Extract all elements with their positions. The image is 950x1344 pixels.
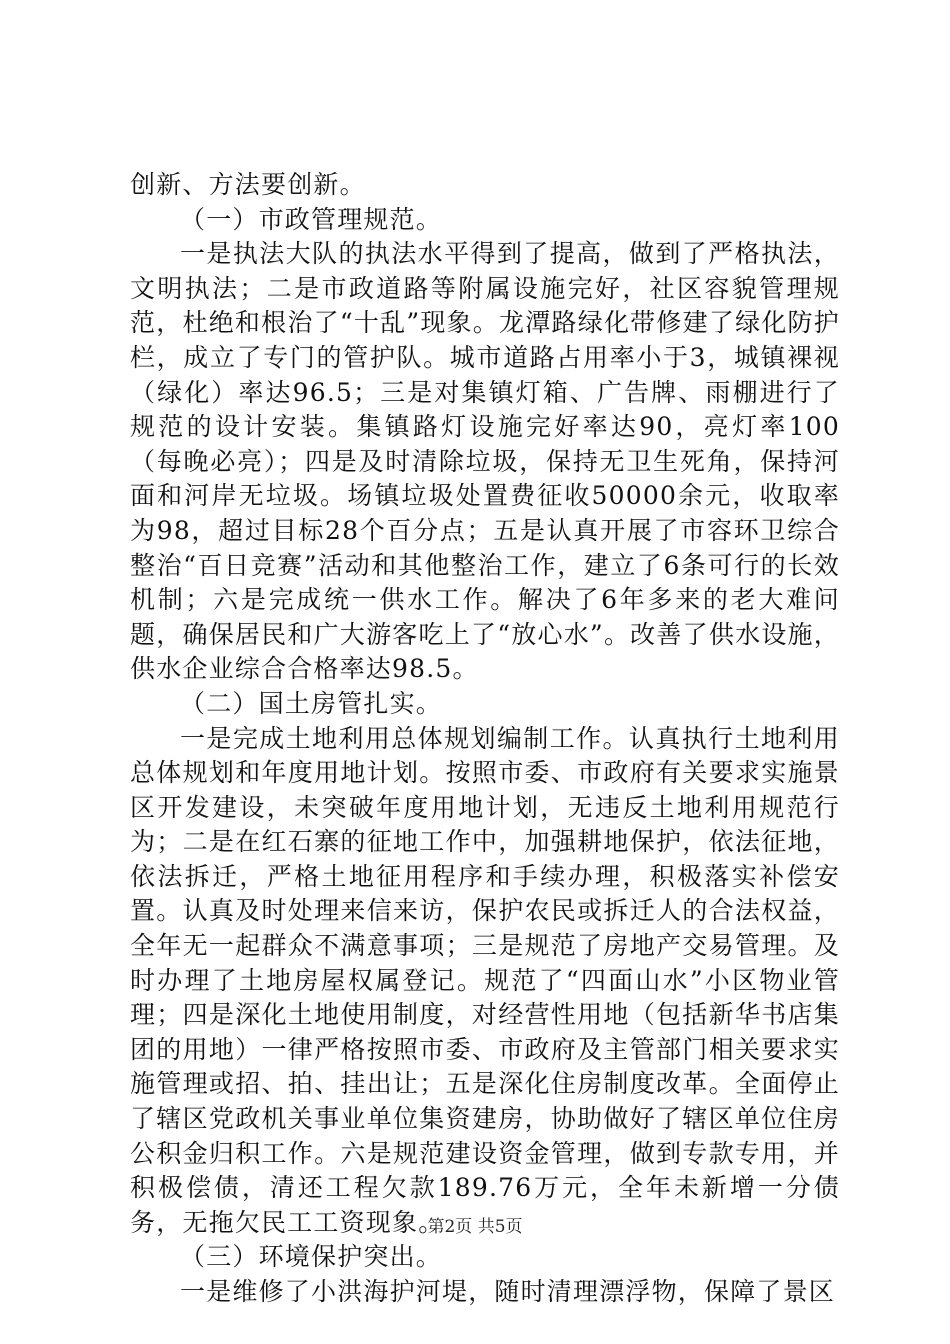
section-heading-municipal: （一）市政管理规范。 (180, 204, 443, 234)
paragraph-environment: 一是维修了小洪海护河堤，随时清理漂浮物，保障了景区 (180, 1277, 836, 1306)
section-heading-environment: （三）环境保护突出。 (180, 1242, 443, 1272)
document-body (130, 168, 840, 1310)
paragraph-land: 一是完成土地利用总体规划编制工作。认真执行土地利用总体规划和年度用地计划。按照市委、市政府有关要求实施景区开发建设，未突破年度用地计划，无违反土地利用规范行为；二是在红石寨的征地工作中，加强耕地保护，依法征地，依法拆迁，严格土地征用程序和手续办理，积极落实补偿安置。认真及时处理来信来访，保护农民或拆迁人的合法权益，全年无一起群众不满意事项；三是规范了房地产交易管理。及时办理了土地房屋权属登记。规范了“四面山水”小区物业管理；四是深化土地使用制度，对经营性用地（包括新华书店集团的用地）一律严格按照市委、市政府及主管部门相关要求实施管理或招、拍、挂出让；五是深化住房制度改革。全面停止了辖区党政机关事业单位集资建房，协助做好了辖区单位住房公积金归积工作。六是规范建设资金管理，做到专款专用，并积极偿债，清还工程欠款189.76万元，全年未新增一分债务，无拖欠民工工资现象。 (130, 723, 840, 1237)
paragraph-continuation: 创新、方法要创新。 (130, 170, 366, 199)
paragraph-municipal: 一是执法大队的执法水平得到了提高，做到了严格执法，文明执法；二是市政道路等附属设施完好，社区容貌管理规范，杜绝和根治了“十乱”现象。龙潭路绿化带修建了绿化防护栏，成立了专门的管护队。城市道路占用率小于3，城镇裸视（绿化）率达96.5；三是对集镇灯箱、广告牌、雨棚进行了规范的设计安装。集镇路灯设施完好率达90，亮灯率100（每晚必亮）；四是及时清除垃圾，保持无卫生死角，保持河面和河岸无垃圾。场镇垃圾处置费征收50000余元，收取率为98，超过目标28个百分点；五是认真开展了市容环卫综合整治“百日竞赛”活动和其他整治工作，建立了6条可行的长效机制；六是完成统一供水工作。解决了6年多来的老大难问题，确保居民和广大游客吃上了“放心水”。改善了供水设施，供水企业综合合格率达98.5。 (130, 239, 840, 684)
page-footer: 第2页 共5页 (427, 1217, 523, 1237)
section-heading-land: （二）国土房管扎实。 (180, 688, 443, 718)
